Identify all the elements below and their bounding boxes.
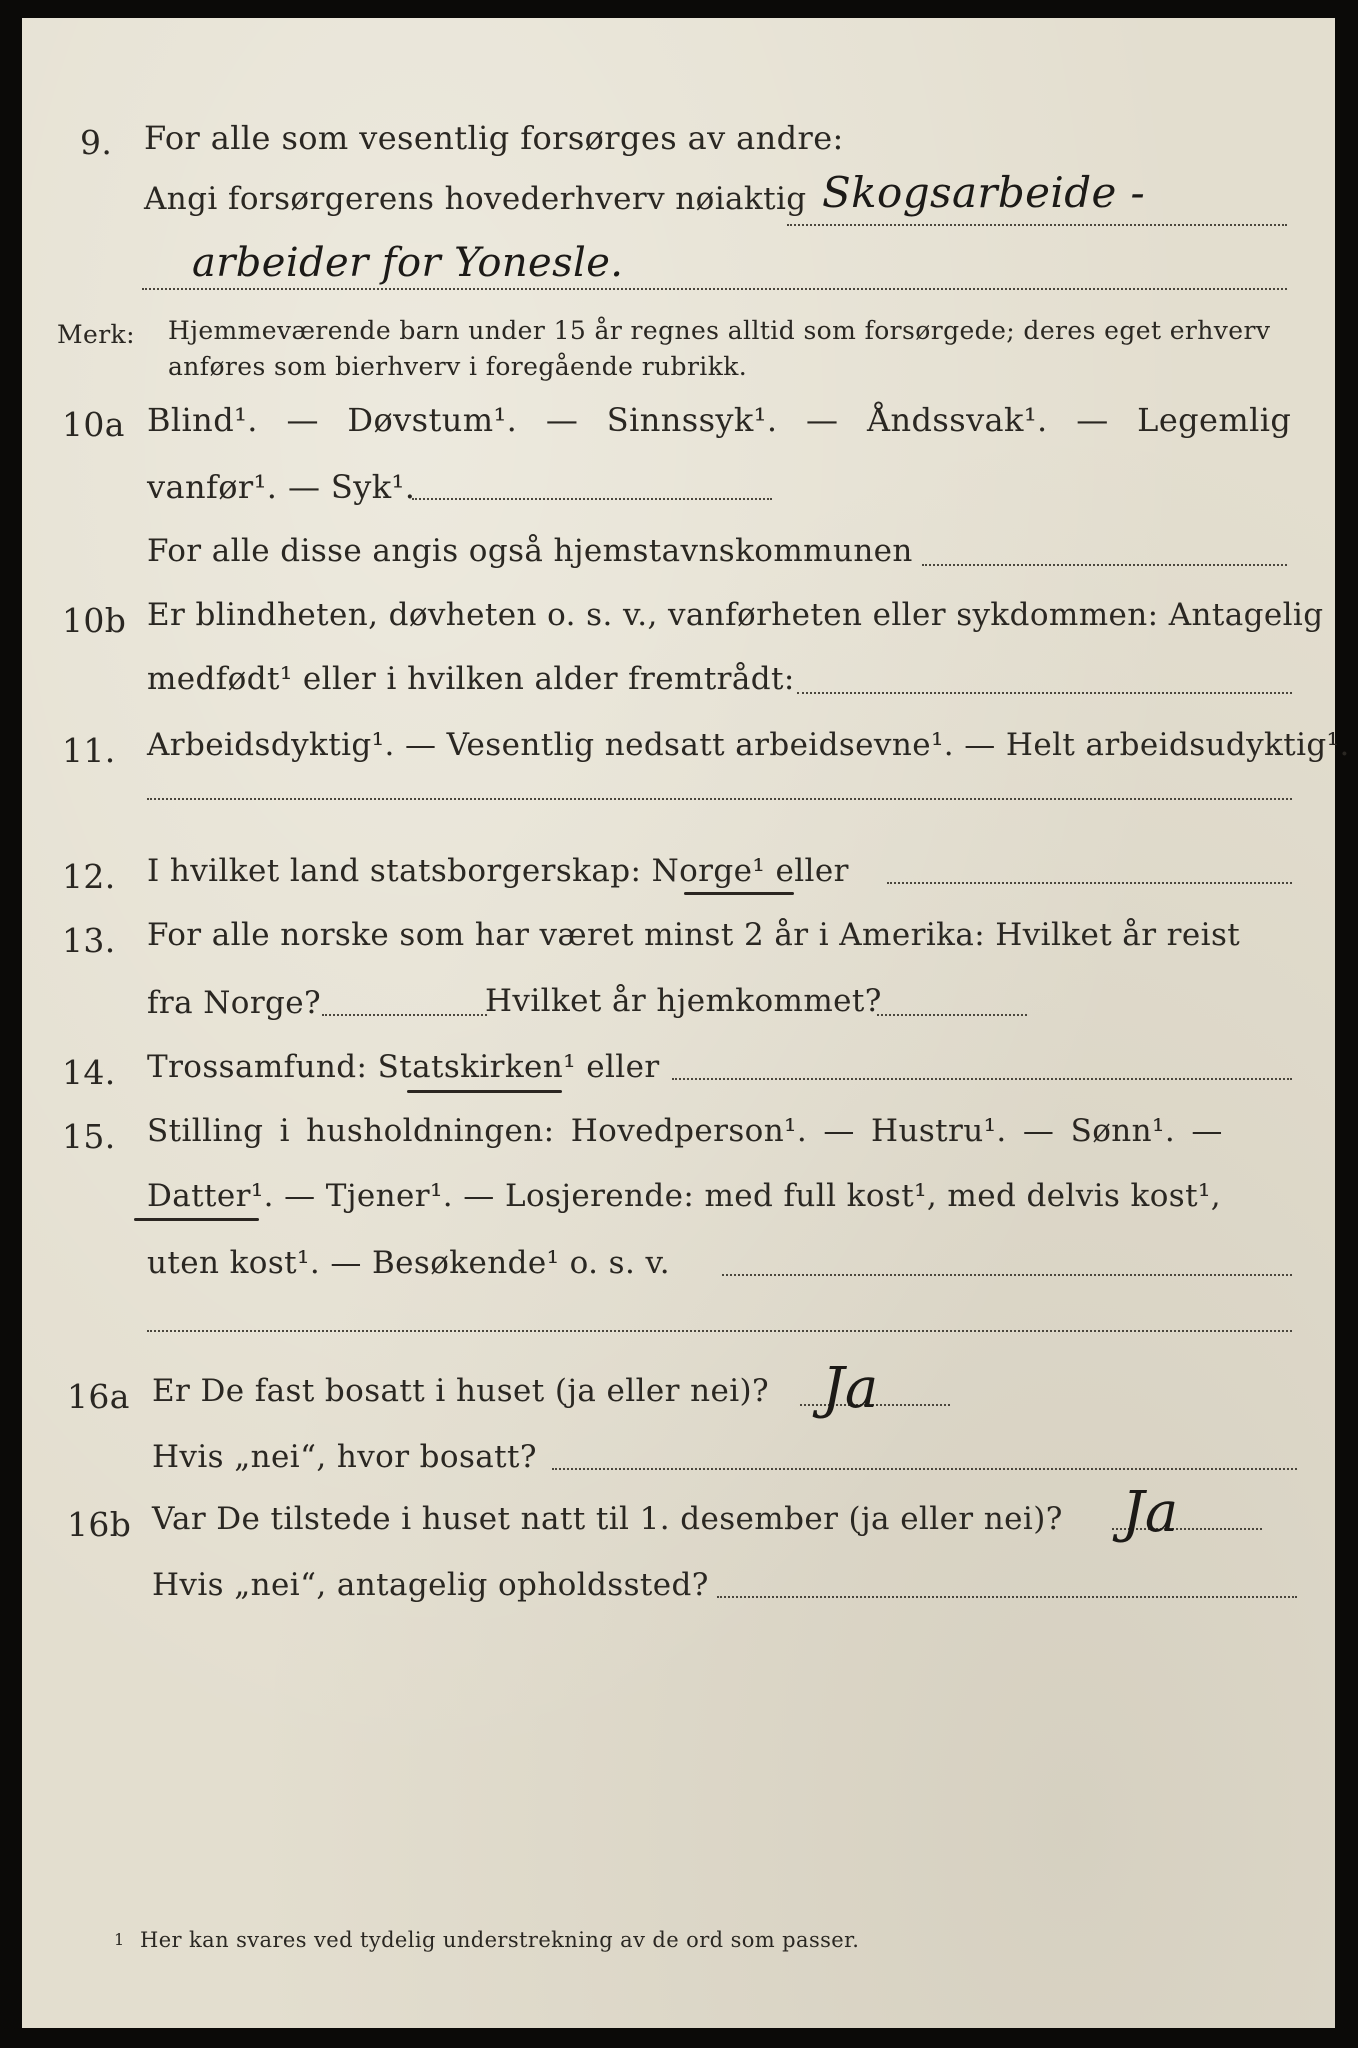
q14-answer-line <box>672 1078 1292 1080</box>
census-form-page <box>22 18 1350 2028</box>
q16a-line2: Hvis „nei“, hvor bosatt? <box>152 1439 537 1475</box>
q12-answer-line <box>887 882 1292 884</box>
q9-answer-line-2 <box>142 288 1287 290</box>
q15-number: 15. <box>62 1117 116 1156</box>
q14-number: 14. <box>62 1053 116 1092</box>
q16b-line2: Hvis „nei“, antagelig opholdssted? <box>152 1567 709 1603</box>
merk-line2: anføres som bierhverv i foregående rubrikk. <box>168 352 748 381</box>
q15-line2: Datter¹. — Tjener¹. — Losjerende: med full kost¹, med delvis kost¹, <box>147 1178 1222 1214</box>
q11-answer-line <box>147 798 1292 800</box>
q10a-number: 10a <box>62 405 125 444</box>
q15-line3: uten kost¹. — Besøkende¹ o. s. v. <box>147 1245 670 1281</box>
q10b-line2: medfødt¹ eller i hvilken alder fremtrådt: <box>147 661 795 697</box>
q11-line1: Arbeidsdyktig¹. — Vesentlig nedsatt arbeidsevne¹. — Helt arbeidsudyktig¹. <box>147 727 1350 763</box>
q15-osv-line <box>722 1274 1292 1276</box>
q16a-bosatt-line <box>552 1468 1297 1470</box>
q11-number: 11. <box>62 731 116 770</box>
merk-label: Merk: <box>57 320 135 349</box>
q10b-line1: Er blindheten, døvheten o. s. v., vanførheten eller sykdommen: Antagelig <box>147 597 1324 633</box>
q16a-number: 16a <box>67 1377 130 1416</box>
q12-number: 12. <box>62 857 116 896</box>
q13-number: 13. <box>62 921 116 960</box>
q13-line2b: Hvilket år hjemkommet? <box>485 983 882 1019</box>
q10b-answer-line <box>797 692 1292 694</box>
q13-reist-line <box>322 1014 487 1016</box>
q14-statskirken-underline <box>407 1090 562 1093</box>
q10a-syk-line <box>412 498 772 500</box>
q9-answer-line-1 <box>787 224 1287 226</box>
q13-line1: For alle norske som har været minst 2 år i Amerika: Hvilket år reist <box>147 917 1241 953</box>
q10a-hjemstavn-line <box>922 564 1287 566</box>
q16b-handwritten-answer: Ja <box>1122 1480 1179 1545</box>
q16a-line1: Er De fast bosatt i huset (ja eller nei)? <box>152 1373 770 1409</box>
q16b-opholdssted-line <box>717 1596 1297 1598</box>
q15-answer-line <box>147 1330 1292 1332</box>
footnote-mark: 1 <box>114 1930 125 1949</box>
q10a-line3: For alle disse angis også hjemstavnskommunen <box>147 533 913 569</box>
q14-line1: Trossamfund: Statskirken¹ eller <box>147 1049 660 1085</box>
q10a-line2: vanfør¹. — Syk¹. <box>147 468 416 506</box>
q9-number: 9. <box>80 123 113 162</box>
q9-line2: Angi forsørgerens hovederhverv nøiaktig <box>144 181 807 217</box>
q10b-number: 10b <box>62 601 127 640</box>
q13-line2a: fra Norge? <box>147 985 322 1021</box>
q13-hjemkommet-line <box>877 1014 1027 1016</box>
q9-handwritten-answer-2: arbeider for Yonesle. <box>192 240 624 286</box>
merk-line1: Hjemmeværende barn under 15 år regnes alltid som forsørgede; deres eget erhverv <box>168 316 1271 345</box>
q16b-line1: Var De tilstede i huset natt til 1. desember (ja eller nei)? <box>152 1501 1063 1537</box>
q15-datter-underline <box>134 1218 259 1221</box>
q16b-number: 16b <box>67 1505 132 1544</box>
q12-norge-underline <box>684 892 794 895</box>
q16a-handwritten-answer: Ja <box>822 1356 879 1421</box>
q10a-line1: Blind¹. — Døvstum¹. — Sinnssyk¹. — Åndssvak¹. — Legemlig <box>147 401 1292 439</box>
q15-line1: Stilling i husholdningen: Hovedperson¹. — Hustru¹. — Sønn¹. — <box>147 1113 1223 1149</box>
q9-line1: For alle som vesentlig forsørges av andre: <box>144 119 844 157</box>
footnote-text: Her kan svares ved tydelig understrekning av de ord som passer. <box>140 1928 860 1952</box>
q12-line1: I hvilket land statsborgerskap: Norge¹ eller <box>147 853 849 889</box>
q9-handwritten-answer-1: Skogsarbeide - <box>822 168 1146 217</box>
